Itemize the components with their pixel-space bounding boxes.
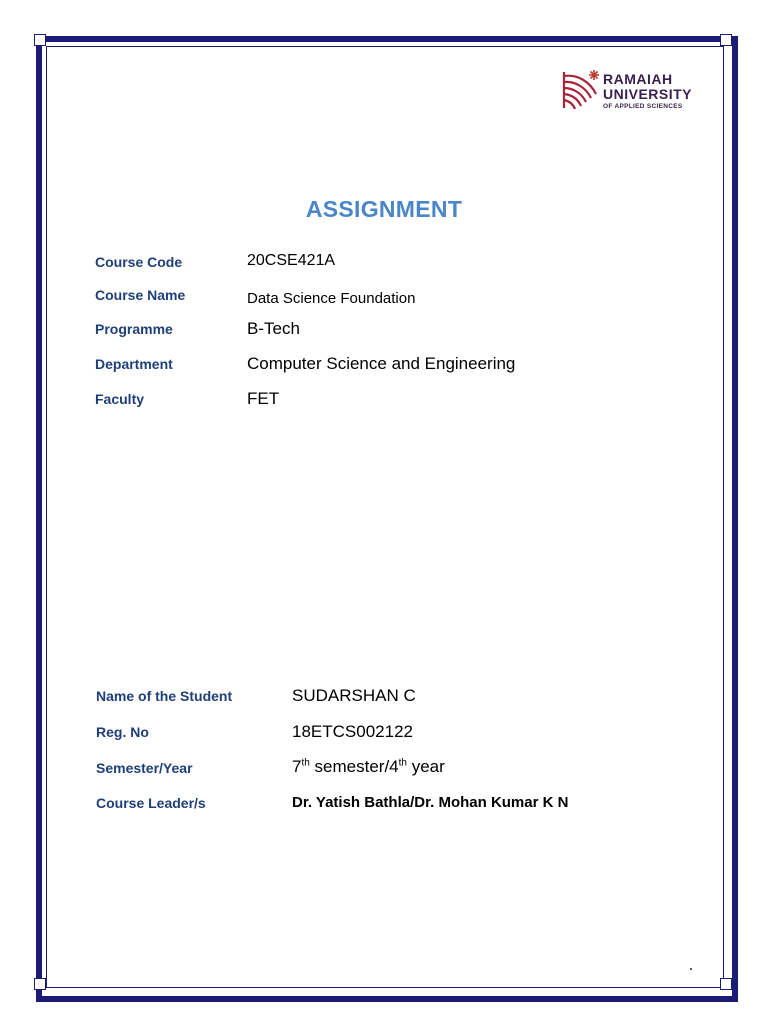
logo-line-3: OF APPLIED SCIENCES: [603, 103, 683, 110]
year-text: year: [406, 757, 445, 776]
border-corner-bottom-left: [34, 978, 46, 990]
semester-number: 7: [292, 757, 302, 776]
department-label: Department: [95, 356, 173, 372]
faculty-label: Faculty: [95, 391, 145, 407]
semester-text: semester/4: [309, 757, 399, 776]
border-corner-top-left: [34, 34, 46, 46]
page-title: ASSIGNMENT: [305, 196, 463, 222]
programme-value: B-Tech: [247, 319, 300, 338]
border-corner-top-right: [720, 34, 732, 46]
course-leader-label: Course Leader/s: [96, 795, 206, 811]
course-name-label: Course Name: [95, 287, 186, 303]
year-ordinal: th: [398, 757, 407, 769]
department-value: Computer Science and Engineering: [247, 354, 516, 373]
semester-year-value: [292, 757, 445, 777]
course-code-label: Course Code: [95, 254, 183, 270]
course-leader-value: Dr. Yatish Bathla/Dr. Mohan Kumar K N: [292, 794, 569, 811]
semester-ordinal: th: [301, 757, 310, 769]
course-code-value: 20CSE421A: [247, 252, 336, 269]
semester-year-label: Semester/Year: [96, 760, 193, 776]
student-name-value: SUDARSHAN C: [292, 686, 416, 705]
programme-label: Programme: [95, 321, 173, 337]
page-border-inner: [46, 46, 724, 988]
faculty-value: FET: [247, 389, 280, 408]
logo-line-1: RAMAIAH: [603, 71, 673, 87]
university-logo-text: [603, 72, 692, 111]
page-mark: [690, 968, 692, 970]
reg-no-value: 18ETCS002122: [292, 722, 413, 741]
student-name-label: Name of the Student: [96, 688, 233, 704]
reg-no-label: Reg. No: [96, 724, 149, 740]
border-corner-bottom-right: [720, 978, 732, 990]
logo-line-2: UNIVERSITY: [603, 86, 693, 102]
course-name-value: Data Science Foundation: [247, 290, 416, 307]
